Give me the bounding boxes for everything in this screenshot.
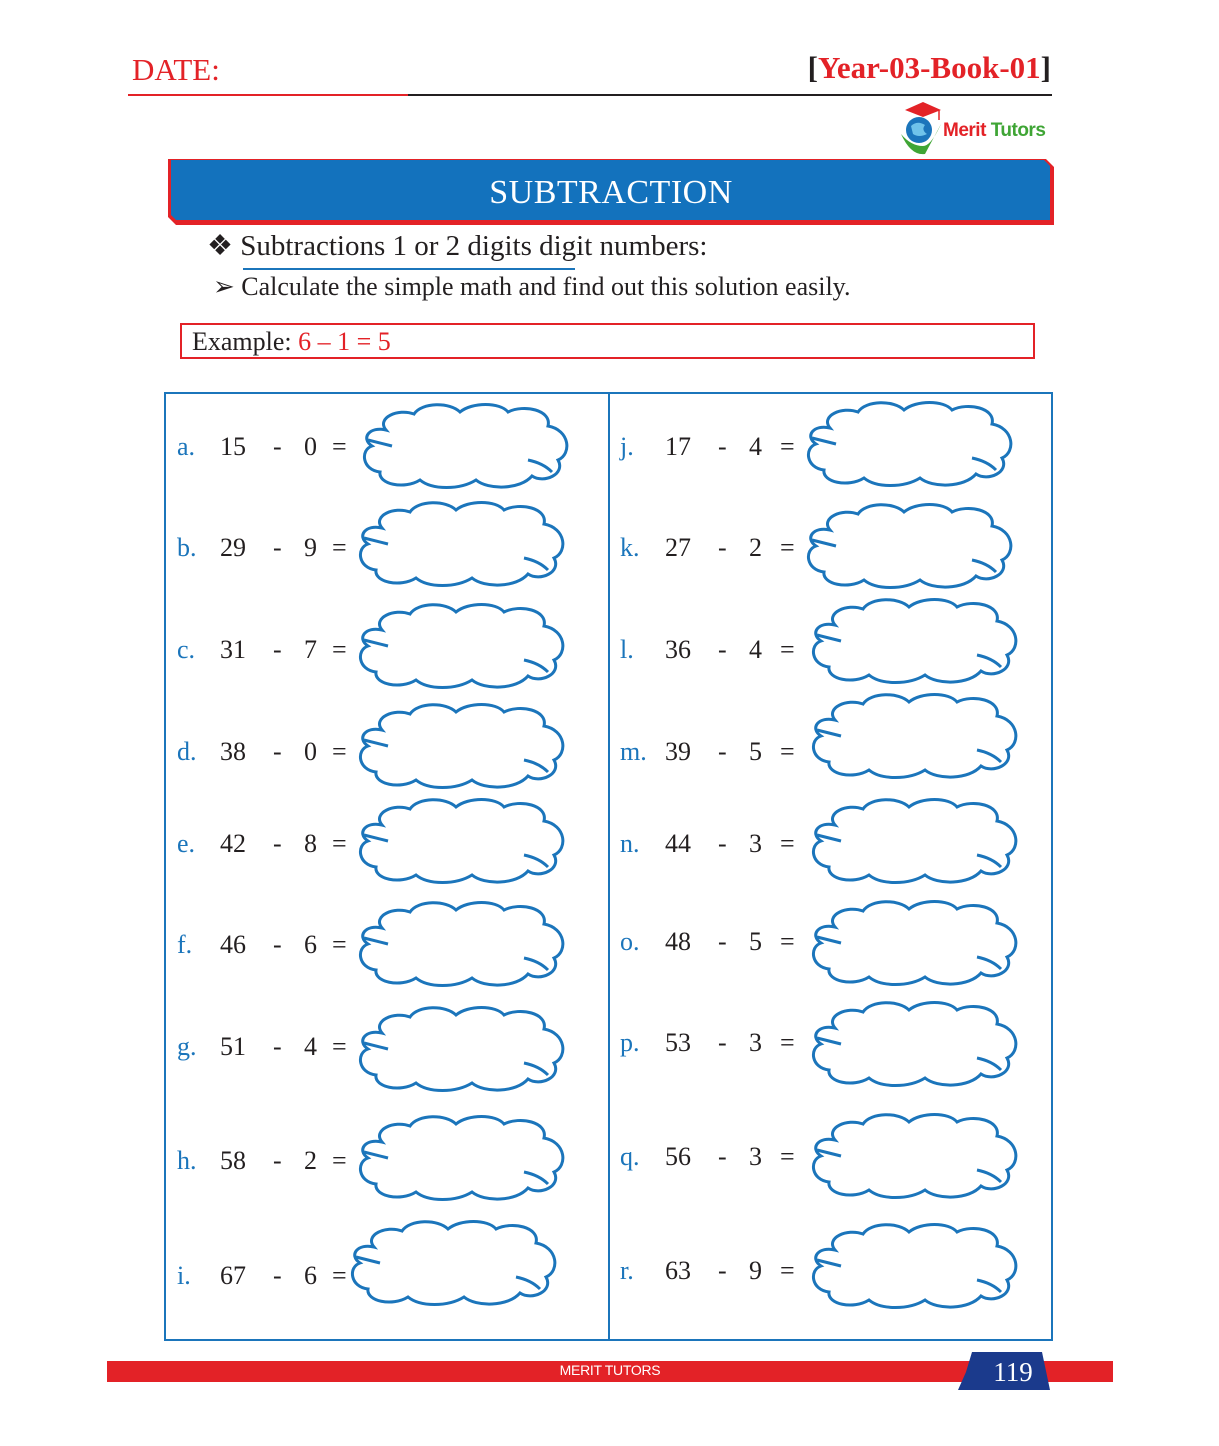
subtrahend: 9 bbox=[749, 1256, 762, 1285]
equals-sign: = bbox=[332, 635, 347, 664]
problem-label: l. bbox=[620, 635, 634, 664]
subtrahend: 2 bbox=[304, 1146, 317, 1175]
answer-cloud[interactable] bbox=[352, 1003, 572, 1093]
answer-cloud[interactable] bbox=[352, 898, 572, 988]
answer-cloud[interactable] bbox=[800, 500, 1020, 590]
minus-sign: - bbox=[273, 829, 282, 858]
answer-cloud[interactable] bbox=[344, 1217, 564, 1307]
example-equation: 6 – 1 = 5 bbox=[298, 327, 391, 356]
instruction-text: ➢ Calculate the simple math and find out this solution easily. bbox=[213, 272, 851, 301]
book-id-close-bracket: ] bbox=[1040, 50, 1051, 85]
logo-word-tutors: Tutors bbox=[990, 120, 1046, 141]
date-label: DATE: bbox=[132, 52, 220, 87]
minus-sign: - bbox=[718, 737, 727, 766]
answer-cloud[interactable] bbox=[805, 897, 1025, 987]
minuend: 48 bbox=[665, 927, 691, 956]
equals-sign: = bbox=[780, 829, 795, 858]
book-id-text: Year-03-Book-01 bbox=[817, 50, 1041, 85]
equals-sign: = bbox=[780, 1142, 795, 1171]
problem-label: m. bbox=[620, 737, 647, 766]
minus-sign: - bbox=[718, 829, 727, 858]
equals-sign: = bbox=[780, 737, 795, 766]
equals-sign: = bbox=[780, 432, 795, 461]
answer-cloud[interactable] bbox=[352, 498, 572, 588]
minuend: 15 bbox=[220, 432, 246, 461]
answer-cloud[interactable] bbox=[352, 795, 572, 885]
problem-label: b. bbox=[177, 533, 197, 562]
problem-label: c. bbox=[177, 635, 196, 664]
equals-sign: = bbox=[332, 1146, 347, 1175]
equals-sign: = bbox=[780, 1256, 795, 1285]
minus-sign: - bbox=[718, 1256, 727, 1285]
subtrahend: 4 bbox=[749, 635, 762, 664]
answer-cloud[interactable] bbox=[800, 398, 1020, 488]
problem-label: q. bbox=[620, 1142, 640, 1171]
merit-tutors-logo bbox=[897, 100, 1057, 158]
equals-sign: = bbox=[332, 737, 347, 766]
equals-sign: = bbox=[332, 930, 347, 959]
minuend: 38 bbox=[220, 737, 246, 766]
problem-label: k. bbox=[620, 533, 640, 562]
minus-sign: - bbox=[718, 533, 727, 562]
subtrahend: 5 bbox=[749, 927, 762, 956]
equals-sign: = bbox=[780, 927, 795, 956]
problem-label: r. bbox=[620, 1256, 634, 1285]
minuend: 46 bbox=[220, 930, 246, 959]
subtrahend: 0 bbox=[304, 432, 317, 461]
minus-sign: - bbox=[273, 737, 282, 766]
equals-sign: = bbox=[332, 1032, 347, 1061]
problem-label: j. bbox=[620, 432, 634, 461]
footer-brand: MERIT TUTORS bbox=[559, 1362, 661, 1378]
minuend: 36 bbox=[665, 635, 691, 664]
minuend: 56 bbox=[665, 1142, 691, 1171]
answer-cloud[interactable] bbox=[805, 998, 1025, 1088]
logo-wordmark bbox=[943, 120, 1045, 142]
problem-label: i. bbox=[177, 1261, 191, 1290]
subtrahend: 3 bbox=[749, 1028, 762, 1057]
problem-label: f. bbox=[177, 930, 193, 959]
answer-cloud[interactable] bbox=[805, 595, 1025, 685]
minuend: 58 bbox=[220, 1146, 246, 1175]
subtrahend: 4 bbox=[304, 1032, 317, 1061]
minuend: 67 bbox=[220, 1261, 246, 1290]
minus-sign: - bbox=[273, 533, 282, 562]
book-id-open-bracket: [ bbox=[807, 50, 818, 85]
equals-sign: = bbox=[332, 1261, 347, 1290]
answer-cloud[interactable] bbox=[352, 1112, 572, 1202]
minus-sign: - bbox=[273, 432, 282, 461]
answer-cloud[interactable] bbox=[356, 400, 576, 490]
answer-cloud[interactable] bbox=[352, 700, 572, 790]
minuend: 31 bbox=[220, 635, 246, 664]
equals-sign: = bbox=[780, 533, 795, 562]
example-line bbox=[192, 327, 391, 357]
problem-label: g. bbox=[177, 1032, 197, 1061]
exercise-column-divider bbox=[608, 392, 610, 1341]
subtrahend: 9 bbox=[304, 533, 317, 562]
equals-sign: = bbox=[332, 829, 347, 858]
subtrahend: 0 bbox=[304, 737, 317, 766]
problem-label: e. bbox=[177, 829, 196, 858]
header-rule-accent bbox=[128, 94, 408, 96]
subtrahend: 3 bbox=[749, 829, 762, 858]
subtrahend: 6 bbox=[304, 930, 317, 959]
subtrahend: 8 bbox=[304, 829, 317, 858]
section-subtitle: ❖ Subtractions 1 or 2 digits digit numbers: bbox=[207, 230, 708, 262]
minus-sign: - bbox=[273, 1032, 282, 1061]
book-id bbox=[808, 50, 1051, 86]
page-title: SUBTRACTION bbox=[489, 174, 733, 211]
minus-sign: - bbox=[273, 1261, 282, 1290]
equals-sign: = bbox=[332, 432, 347, 461]
answer-cloud[interactable] bbox=[352, 600, 572, 690]
answer-cloud[interactable] bbox=[805, 1110, 1025, 1200]
problem-label: h. bbox=[177, 1146, 197, 1175]
minuend: 44 bbox=[665, 829, 691, 858]
minus-sign: - bbox=[718, 1028, 727, 1057]
problem-label: p. bbox=[620, 1028, 640, 1057]
minus-sign: - bbox=[273, 635, 282, 664]
problem-label: n. bbox=[620, 829, 640, 858]
example-label: Example: bbox=[192, 327, 299, 356]
minus-sign: - bbox=[718, 635, 727, 664]
subtrahend: 6 bbox=[304, 1261, 317, 1290]
minuend: 42 bbox=[220, 829, 246, 858]
minus-sign: - bbox=[273, 930, 282, 959]
answer-cloud[interactable] bbox=[805, 1220, 1025, 1310]
minuend: 63 bbox=[665, 1256, 691, 1285]
subtrahend: 4 bbox=[749, 432, 762, 461]
minuend: 29 bbox=[220, 533, 246, 562]
equals-sign: = bbox=[332, 533, 347, 562]
subtrahend: 5 bbox=[749, 737, 762, 766]
minuend: 39 bbox=[665, 737, 691, 766]
problem-label: d. bbox=[177, 737, 197, 766]
equals-sign: = bbox=[780, 1028, 795, 1057]
subtrahend: 7 bbox=[304, 635, 317, 664]
answer-cloud[interactable] bbox=[805, 795, 1025, 885]
minuend: 27 bbox=[665, 533, 691, 562]
minuend: 53 bbox=[665, 1028, 691, 1057]
equals-sign: = bbox=[780, 635, 795, 664]
subtrahend: 3 bbox=[749, 1142, 762, 1171]
subtitle-underline bbox=[243, 268, 575, 270]
logo-word-merit: Merit bbox=[943, 120, 986, 141]
minus-sign: - bbox=[718, 1142, 727, 1171]
answer-cloud[interactable] bbox=[805, 690, 1025, 780]
page-number: 119 bbox=[993, 1357, 1033, 1387]
minuend: 51 bbox=[220, 1032, 246, 1061]
minuend: 17 bbox=[665, 432, 691, 461]
problem-label: a. bbox=[177, 432, 196, 461]
subtrahend: 2 bbox=[749, 533, 762, 562]
minus-sign: - bbox=[273, 1146, 282, 1175]
minus-sign: - bbox=[718, 927, 727, 956]
minus-sign: - bbox=[718, 432, 727, 461]
problem-label: o. bbox=[620, 927, 640, 956]
